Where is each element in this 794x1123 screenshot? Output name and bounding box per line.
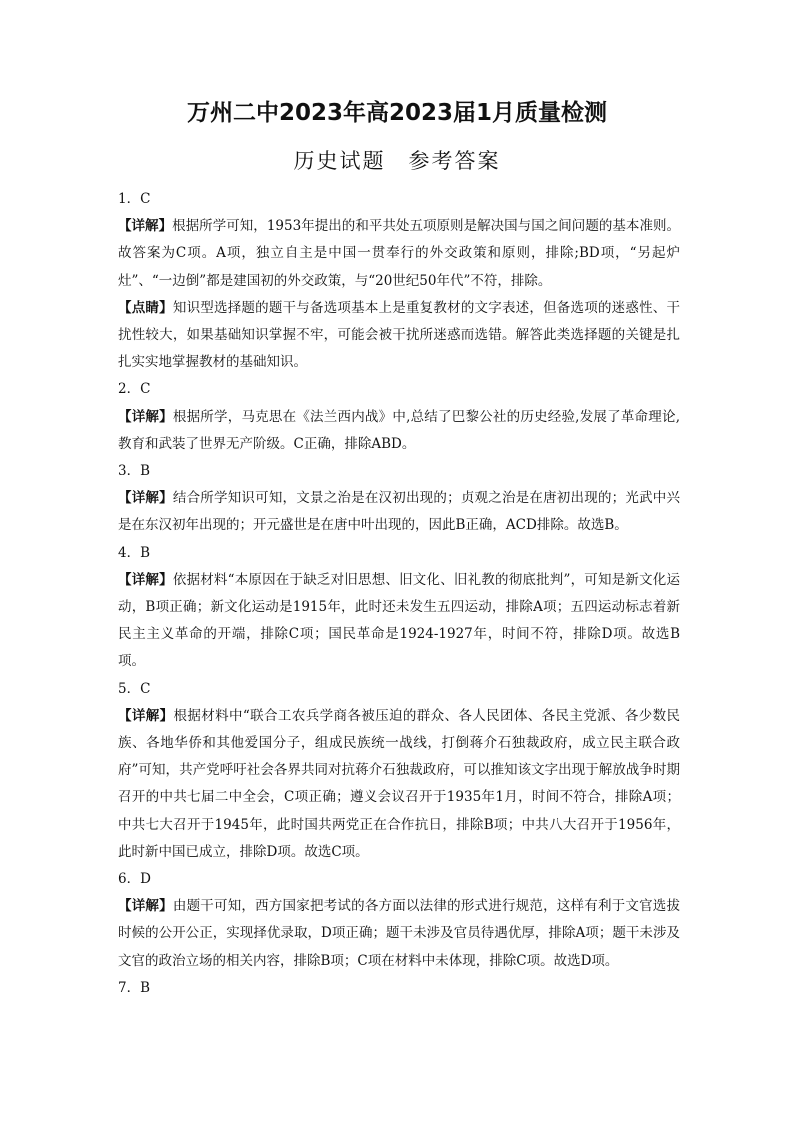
question-number: 4．B (118, 544, 151, 561)
question-number: 3．B (118, 463, 151, 480)
explanation-tag: 【详解】 (118, 898, 173, 915)
answer-list (118, 186, 680, 1002)
question-number: 2．C (118, 381, 151, 398)
question-number: 1．C (118, 191, 151, 207)
explanation-paragraph (118, 893, 680, 975)
page-subtitle: 历史试题 参考答案 (293, 149, 501, 173)
explanation-text: 由题干可知，西方国家把考试的各方面以法律的形式进行规范，这样有利于文官选拔时候的公开公正，实现择优录取，D项正确；题干未涉及官员待遇优厚，排除A项；题干未涉及文官的政治立场的相关内容，排除B项；C项在材料中未体现，排除C项。故选D项。 (118, 898, 681, 969)
explanation-text: 知识型选择题的题干与备选项基本上是重复教材的文字表述，但备选项的迷惑性、干扰性较大，如果基础知识掌握不牢，可能会被干扰所迷惑而选错。解答此类选择题的关键是扎扎实实地掌握教材的基础知识。 (118, 299, 681, 371)
question-number: 5．C (118, 680, 151, 697)
page-title: 万州二中2023年高2023届1月质量检测 (186, 100, 608, 126)
explanation-paragraph (118, 295, 680, 377)
explanation-text: 根据所学可知，1953年提出的和平共处五项原则是解决国与国之间问题的基本准则。故答案为C项。A项，独立自主是中国一贯奉行的外交政策和原则，排除;BD项，“另起炉灶”、“一边倒”都是建国初的外交政策，与“20世纪50年代”不符，排除。 (118, 218, 681, 289)
question-number: 7．B (118, 979, 151, 996)
explanation-paragraph (118, 567, 680, 676)
explanation-text: 依据材料“本原因在于缺乏对旧思想、旧文化、旧礼教的彻底批判”，可知是新文化运动，B项正确；新文化运动是1915年，此时还未发生五四运动，排除A项；五四运动标志着新民主主义革命的开端，排除C项；国民革命是1924-1927年，时间不符，排除D项。故选B项。 (118, 571, 681, 670)
explanation-paragraph (118, 703, 680, 866)
question-number: 6．D (118, 871, 151, 888)
explanation-paragraph (118, 404, 680, 458)
explanation-tag: 【点睛】 (118, 299, 173, 316)
explanation-tag: 【详解】 (118, 408, 173, 425)
explanation-paragraph (118, 213, 680, 295)
explanation-paragraph (118, 485, 680, 539)
explanation-text: 根据材料中“联合工农兵学商各被压迫的群众、各人民团体、各民主党派、各少数民族、各地华侨和其他爱国分子，组成民族统一战线，打倒蒋介石独裁政府，成立民主联合政府”可知，共产党呼吁社会各界共同对抗蒋介石独裁政府，可以推知该文字出现于解放战争时期召开的中共七届二中全会，C项正确；遵义会议召开于1935年1月，时间不符合，排除A项；中共七大召开于1945年，此时国共两党正在合作抗日，排除B项；中共八大召开于1956年，此时新中国已成立，排除D项。故选C项。 (118, 707, 681, 860)
explanation-tag: 【详解】 (118, 707, 174, 724)
explanation-text: 结合所学知识可知，文景之治是在汉初出现的；贞观之治是在唐初出现的；光武中兴是在东汉初年出现的；开元盛世是在唐中叶出现的，因此B正确，ACD排除。故选B。 (118, 490, 681, 534)
explanation-tag: 【详解】 (118, 571, 173, 588)
explanation-tag: 【详解】 (118, 490, 173, 507)
explanation-text: 根据所学，马克思在《法兰西内战》中,总结了巴黎公社的历史经验,发展了革命理论,教育和武装了世界无产阶级。C正确，排除ABD。 (118, 408, 681, 452)
explanation-tag: 【详解】 (118, 218, 173, 235)
